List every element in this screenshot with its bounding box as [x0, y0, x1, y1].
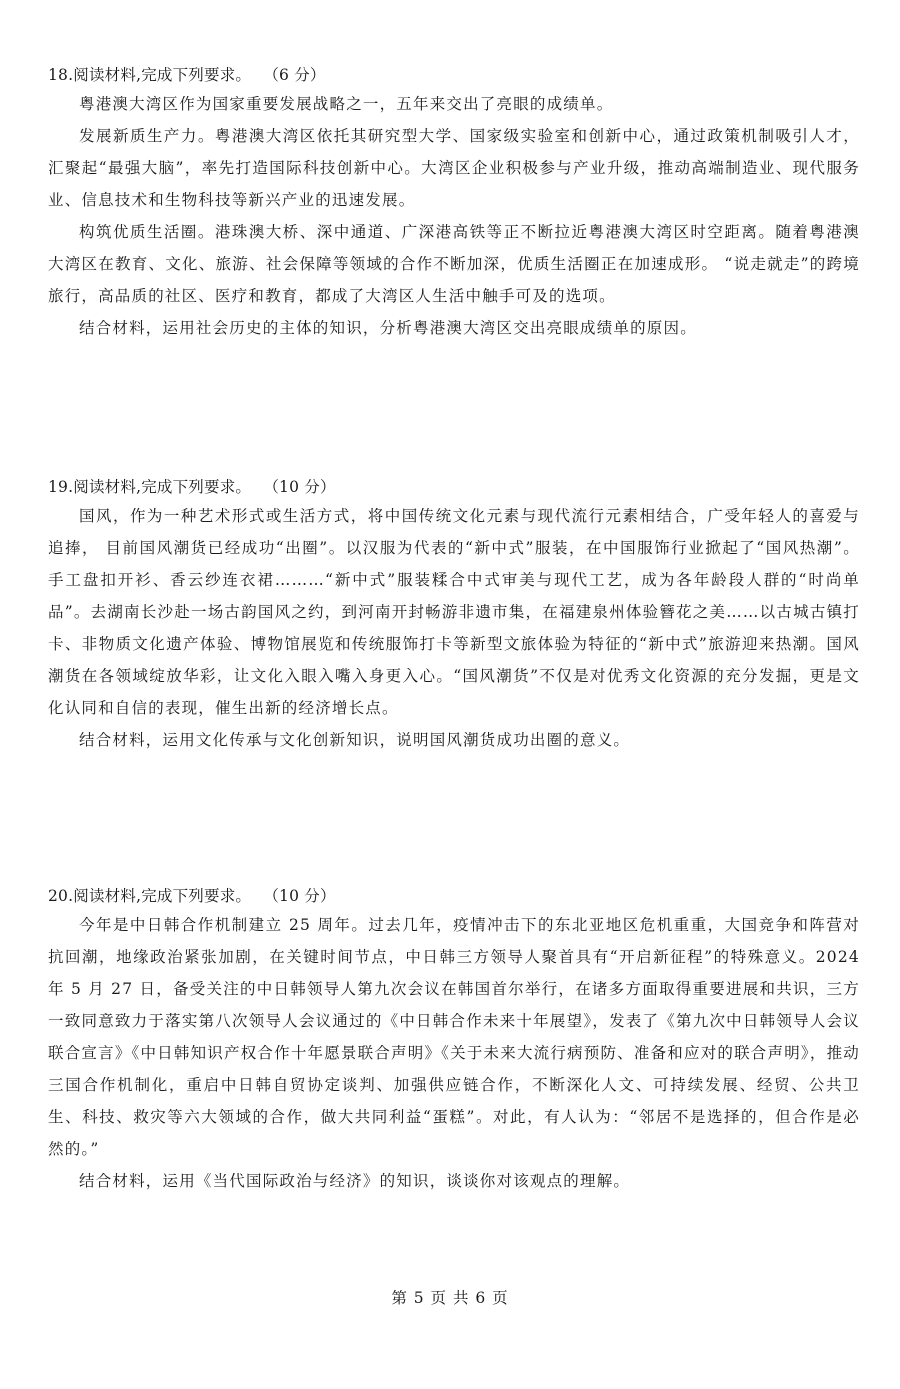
question-instruction: 阅读材料,完成下列要求。 [73, 66, 252, 84]
question-points: （10 分） [271, 887, 336, 905]
material-paragraph: 国风，作为一种艺术形式或生活方式，将中国传统文化元素与现代流行元素相结合，广受年轻人的喜爱与追捧， 目前国风潮货已经成功“出圈”。以汉服为代表的“新中式”服装，在中国服饰行业掀起了“国风热潮”。手工盘扣开衫、香云纱连衣裙………“新中式”服装糅合中式审美与现代工艺，成为各年龄段人群的“时尚单品”。去湖南长沙赴一场古韵国风之约，到河南开封畅游非遗市集，在福建泉州体验簪花之美……以古城古镇打卡、非物质文化遗产体验、博物馆展览和传统服饰打卡等新型文旅体验为特征的“新中式”旅游迎来热潮。国风潮货在各领域绽放华彩，让文化入眼入嘴入身更入心。“国风潮货”不仅是对优秀文化资源的充分发掘，更是文化认同和自信的表现，催生出新的经济增长点。 [48, 507, 860, 717]
question-prompt: 结合材料，运用《当代国际政治与经济》的知识，谈谈你对该观点的理解。 [79, 1172, 631, 1190]
material-paragraph: 构筑优质生活圈。港珠澳大桥、深中通道、广深港高铁等正不断拉近粤港澳大湾区时空距离。随着粤港澳大湾区在教育、文化、旅游、社会保障等领域的合作不断加深，优质生活圈正在加速成形。 “说走就走”的跨境旅行，高品质的社区、医疗和教育，都成了大湾区人生活中触手可及的选项。 [48, 223, 860, 305]
question-heading [48, 62, 860, 88]
question-prompt: 结合材料，运用文化传承与文化创新知识，说明国风潮货成功出圈的意义。 [79, 731, 631, 749]
material-paragraph: 发展新质生产力。粤港澳大湾区依托其研究型大学、国家级实验室和创新中心，通过政策机制吸引人才，汇聚起“最强大脑”，率先打造国际科技创新中心。大湾区企业积极参与产业升级，推动高端制造业、现代服务业、信息技术和生物科技等新兴产业的迅速发展。 [48, 127, 860, 209]
question-instruction: 阅读材料,完成下列要求。 [73, 478, 252, 496]
material-paragraph: 粤港澳大湾区作为国家重要发展战略之一，五年来交出了亮眼的成绩单。 [79, 95, 614, 113]
question-number: 19. [48, 478, 74, 496]
material-paragraph: 今年是中日韩合作机制建立 25 周年。过去几年，疫情冲击下的东北亚地区危机重重，大国竞争和阵营对抗回潮，地缘政治紧张加剧，在关键时间节点，中日韩三方领导人聚首具有“开启新征程”的特殊意义。2024 年 5 月 27 日，备受关注的中日韩领导人第九次会议在韩国首尔举行，在诸多方面取得重要进展和共识，三方一致同意致力于落实第八次领导人会议通过的《中日韩合作未来十年展望》，发表了《第九次中日韩领导人会议联合宣言》《中日韩知识产权合作十年愿景联合声明》《关于未来大流行病预防、准备和应对的联合声明》，推动三国合作机制化，重启中日韩自贸协定谈判、加强供应链合作，不断深化人文、可持续发展、经贸、公共卫生、科技、救灾等六大领域的合作，做大共同利益“蛋糕”。对此，有人认为：“邻居不是选择的，但合作是必然的。” [48, 916, 860, 1158]
question-18 [48, 62, 860, 344]
question-points: （10 分） [271, 478, 336, 496]
question-heading [48, 883, 860, 909]
question-20 [48, 883, 860, 1197]
question-number: 18. [48, 66, 74, 84]
page-number-footer: 第 5 页 共 6 页 [391, 1289, 509, 1307]
question-points: （6 分） [271, 66, 326, 84]
question-heading [48, 474, 860, 500]
question-prompt: 结合材料，运用社会历史的主体的知识，分析粤港澳大湾区交出亮眼成绩单的原因。 [79, 319, 697, 337]
question-instruction: 阅读材料,完成下列要求。 [73, 887, 252, 905]
question-number: 20. [48, 887, 74, 905]
question-19 [48, 474, 860, 756]
